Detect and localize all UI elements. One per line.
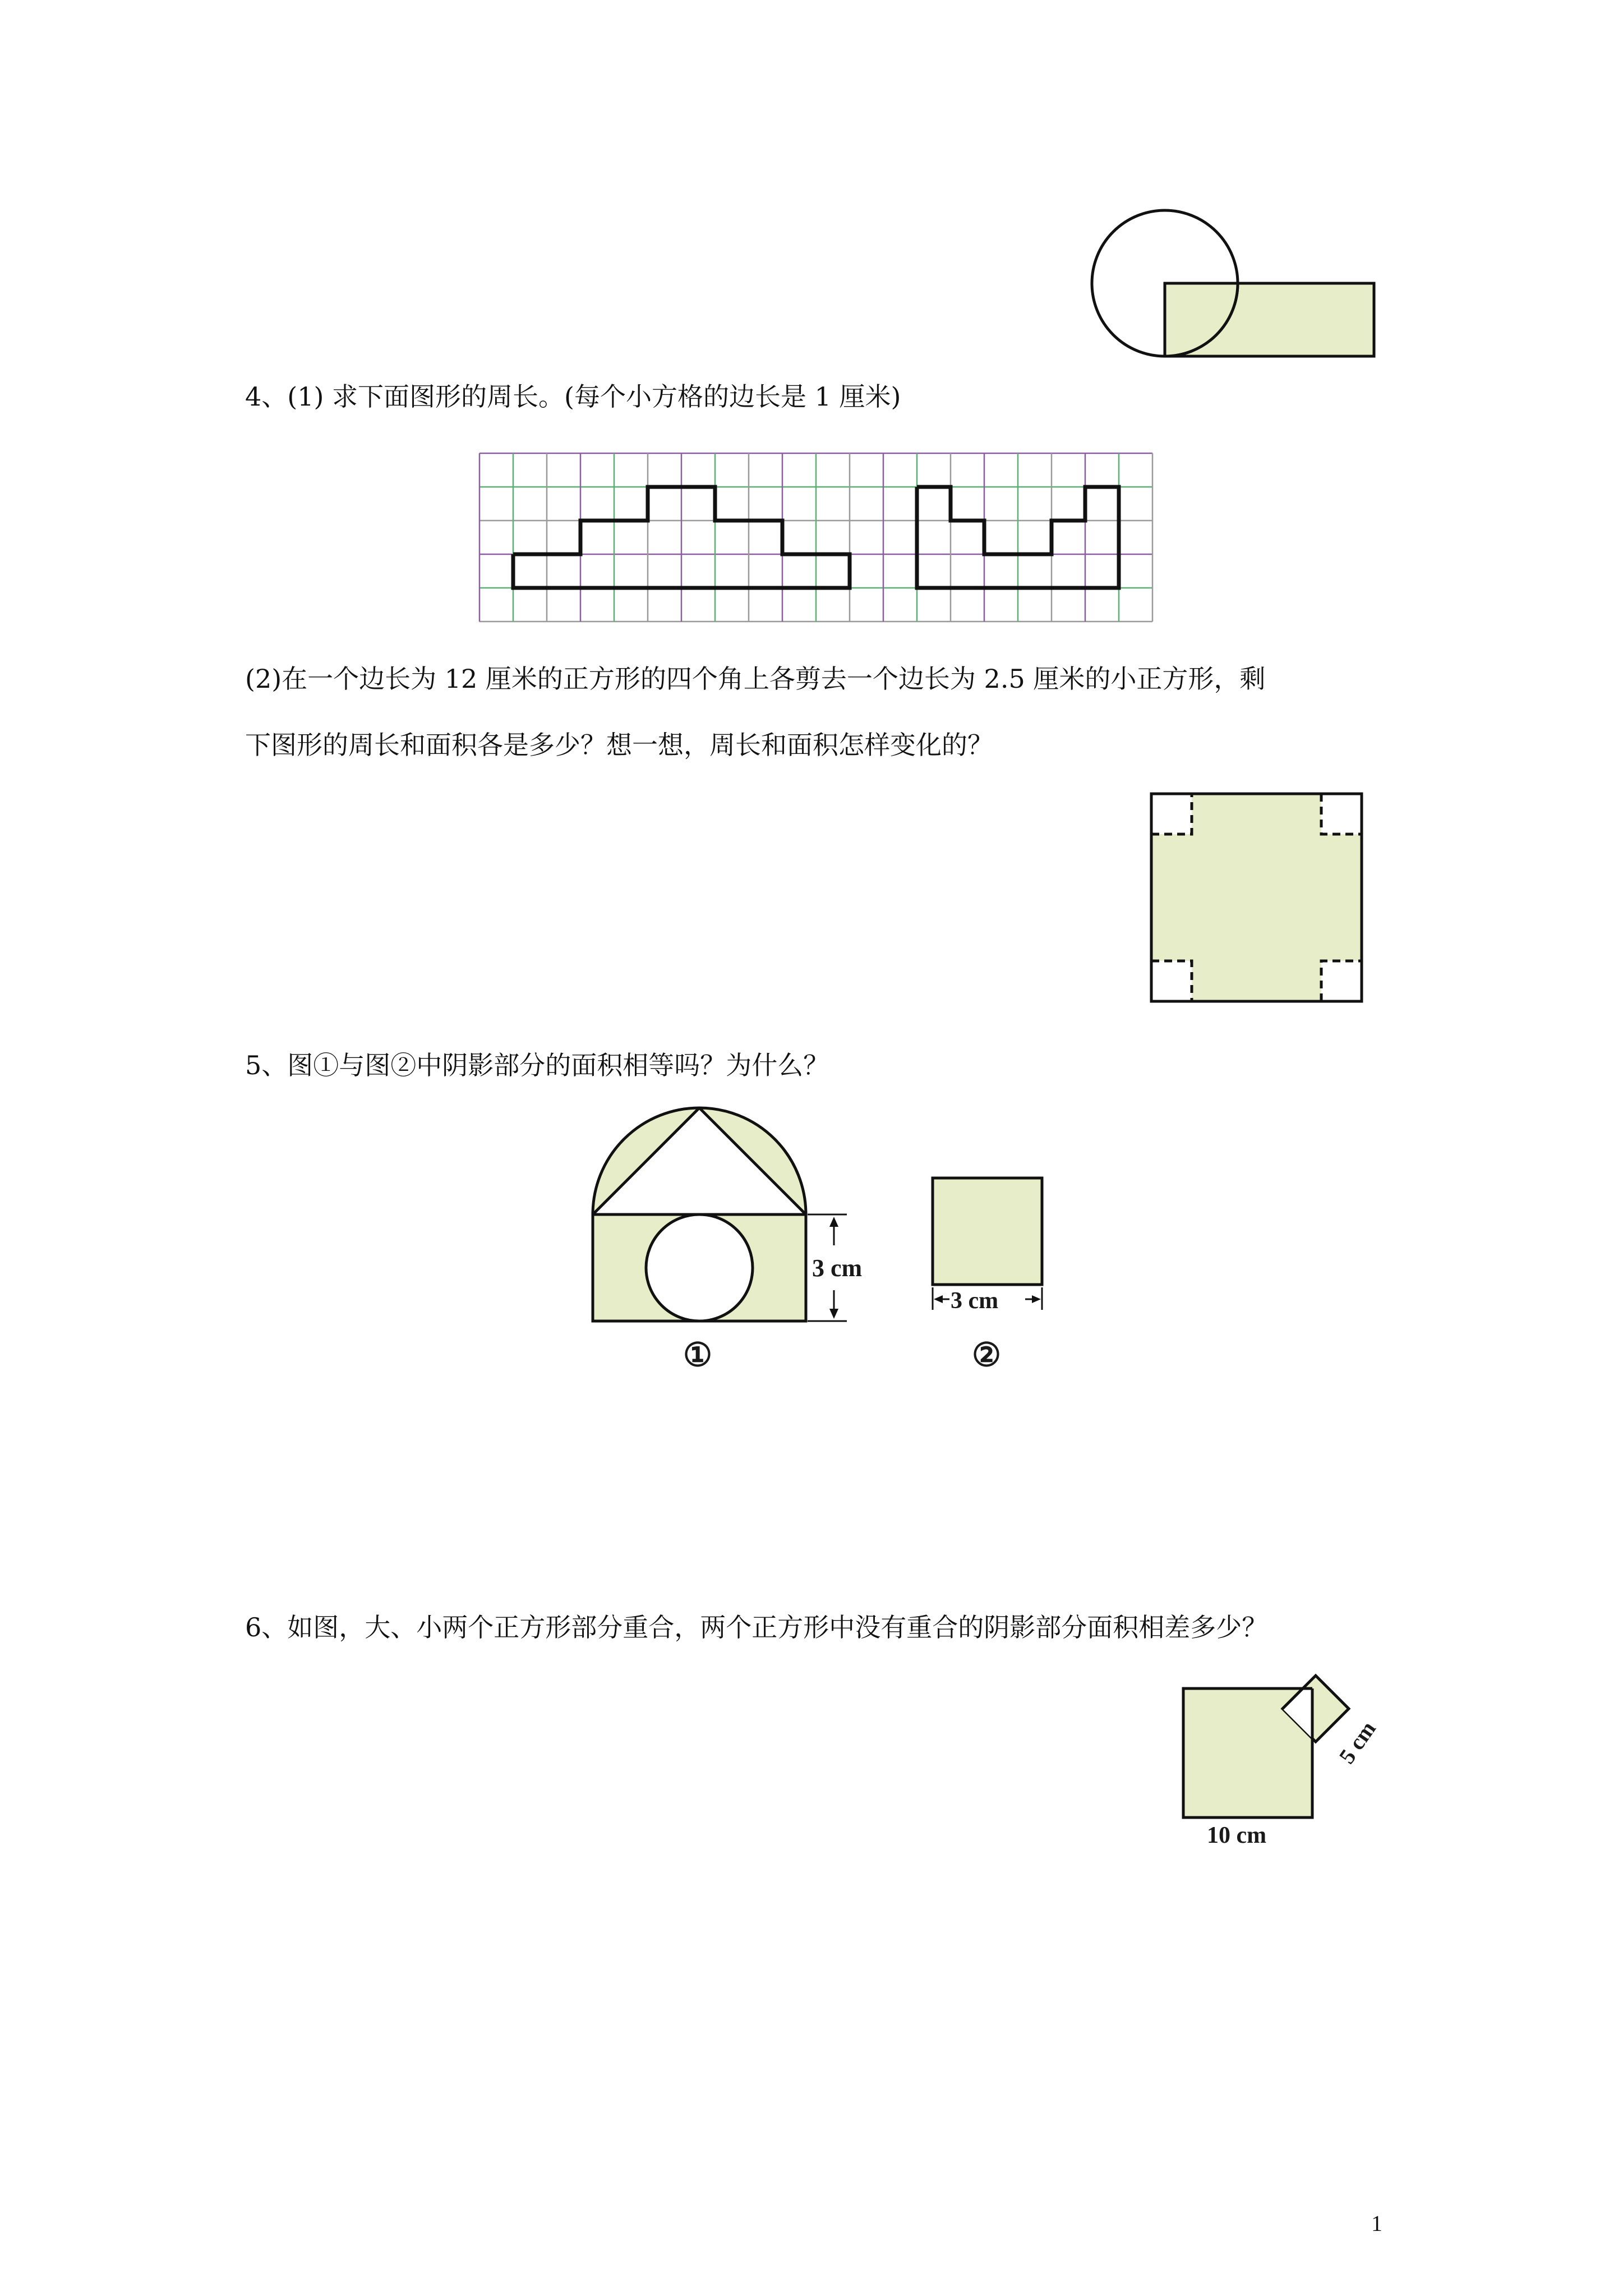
q5-fig2-caption: ②	[972, 1337, 1001, 1373]
q5-figure-1	[583, 1102, 897, 1383]
q6-text: 6、如图，大、小两个正方形部分重合，两个正方形中没有重合的阴影部分面积相差多少？	[245, 1612, 1268, 1642]
q4-part2-line1: (2)在一个边长为 12 厘米的正方形的四个角上各剪去一个边长为 2.5 厘米的小正方形，剩	[245, 664, 1266, 694]
q5-fig1-dimension: 3 cm	[812, 1254, 863, 1282]
q5-fig2-dimension: 3 cm	[951, 1288, 999, 1314]
q5-figure-2	[923, 1172, 1057, 1374]
page-number: 1	[1371, 2211, 1382, 2236]
circle-rectangle-figure	[1088, 208, 1391, 365]
cut-corner-square-figure	[1146, 788, 1370, 1007]
q4-part1-text: 4、(1) 求下面图形的周长。(每个小方格的边长是 1 厘米)	[245, 381, 901, 412]
q6-overlapping-squares-figure	[1172, 1663, 1424, 1865]
q5-text: 5、图①与图②中阴影部分的面积相等吗？为什么？	[245, 1050, 829, 1080]
q6-big-side-label: 10 cm	[1207, 1823, 1267, 1848]
grid-perimeter-figure	[479, 453, 1152, 622]
q6-small-side-label: 5 cm	[1334, 1716, 1381, 1769]
q4-part2-line2: 下图形的周长和面积各是多少？想一想，周长和面积怎样变化的？	[245, 730, 993, 760]
q5-fig1-caption: ①	[683, 1337, 712, 1373]
